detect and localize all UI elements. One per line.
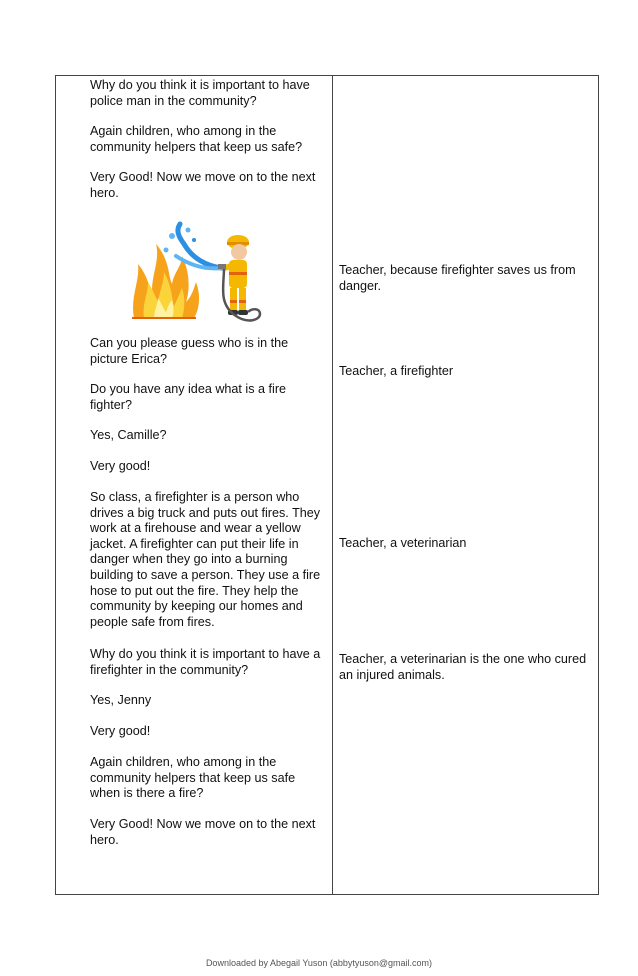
firefighter-spraying-fire-icon [126, 216, 266, 326]
teacher-praise-2: Very good! [90, 724, 151, 738]
teacher-guess-picture: Can you please guess who is in the picture Erica? [90, 336, 289, 366]
student-answer-veterinarian-def: Teacher, a veterinarian is the one who cured an injured animals. [339, 652, 587, 682]
teacher-question-firefighter: Do you have any idea what is a fire fighter? [90, 382, 287, 412]
download-footer: Downloaded by Abegail Yuson (abbytyuson@gmail.com) [205, 958, 433, 968]
teacher-firefighter-explanation: So class, a firefighter is a person who drives a big truck and puts out fires. They work at a firehouse and wear a yellow jacket. A firefighter can put their life in danger when they go into a burning building to save a person. They use a fire hose to put out the fire. They help the community by keeping our homes and people safe from fires. [90, 490, 321, 629]
column-divider [332, 76, 333, 894]
teacher-question-fire-safety: Again children, who among in the community helpers that keep us safe when is there a fire? [90, 755, 296, 801]
teacher-question-helpers: Again children, who among in the community helpers that keep us safe? [90, 124, 303, 154]
lesson-table [55, 75, 599, 895]
teacher-praise: Very good! [90, 459, 151, 473]
teacher-next-hero-2: Very Good! Now we move on to the next hero. [90, 817, 316, 847]
student-answer-danger: Teacher, because firefighter saves us from danger. [339, 263, 576, 293]
teacher-question-police: Why do you think it is important to have police man in the community? [90, 78, 310, 108]
teacher-call-jenny: Yes, Jenny [90, 693, 152, 707]
teacher-next-hero: Very Good! Now we move on to the next hero. [90, 170, 316, 200]
teacher-call-camille: Yes, Camille? [90, 428, 167, 442]
student-answer-veterinarian: Teacher, a veterinarian [339, 536, 467, 550]
teacher-question-importance: Why do you think it is important to have a firefighter in the community? [90, 647, 321, 677]
student-answer-firefighter: Teacher, a firefighter [339, 364, 454, 378]
